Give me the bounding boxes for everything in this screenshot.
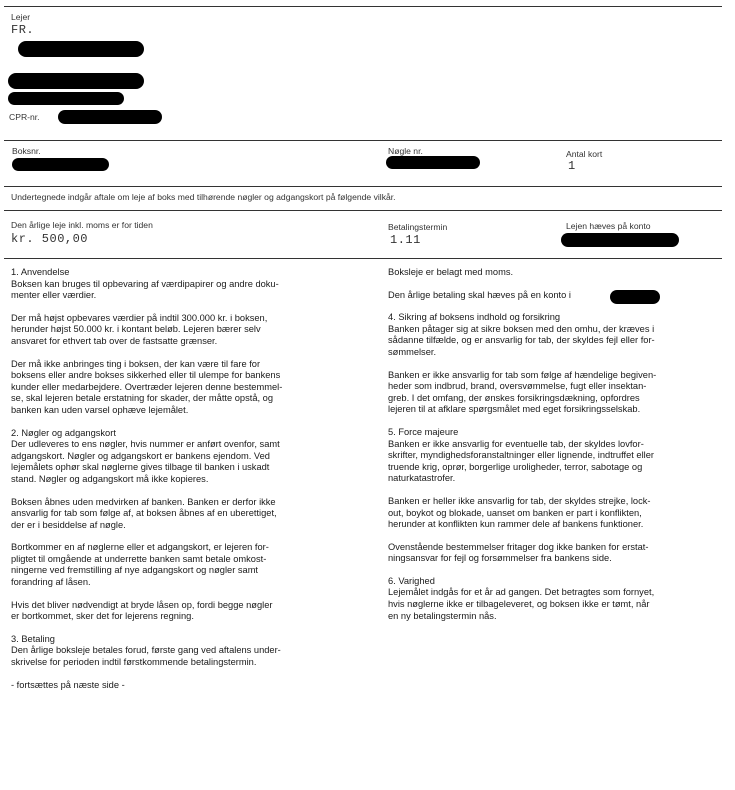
r-line: Den årlige betaling skal hæves på en konto i — [388, 289, 571, 300]
continued-note: - fortsættes på næste side - — [11, 679, 125, 690]
redaction-cpr — [58, 110, 162, 124]
intro-bottom-rule — [4, 210, 722, 211]
key-number-label: Nøgle nr. — [388, 146, 423, 156]
terms-right-column — [388, 267, 735, 622]
s2-line: er bortkommet, sker det for lejerens regning. — [11, 611, 194, 622]
s5-line: naturkatastrofer. — [388, 473, 456, 484]
tenant-label: Lejer — [11, 12, 31, 22]
s4-line: sømmelser. — [388, 346, 437, 357]
redaction-address-2 — [8, 92, 124, 105]
s4-line: Banken er ikke ansvarlig for tab som følge af hændelige begiven- — [388, 369, 657, 380]
s5-line: skrifter, myndighedsforanstaltninger eller lignende, indtruffet eller — [388, 450, 654, 461]
s2-line: lejemålets ophør skal nøglerne gives tilbage til banken i uskadt — [11, 462, 270, 473]
s5-line: Ovenstående bestemmelser fritager dog ikke banken for erstat- — [388, 541, 649, 552]
rent-label: Den årlige leje inkl. moms er for tiden — [11, 220, 153, 230]
s1-line: banken kan uden varsel ophæve lejemålet. — [11, 404, 189, 415]
redaction-bank-account — [610, 290, 660, 304]
s4-line: lejeren til at afklare spørgsmålet med eget forsikringsselskab. — [388, 404, 641, 415]
s5-line: ningsansvar for fejl og forsømmelser fra bankens side. — [388, 553, 612, 564]
s1-line: se, skal lejeren betale erstatning for skader, der måtte opstå, og — [11, 393, 274, 404]
s4-line: heder som indbrud, brand, oversvømmelse, fugt eller insektan- — [388, 381, 647, 392]
top-rule — [4, 6, 722, 7]
s2-line: Boksen åbnes uden medvirken af banken. Banken er derfor ikke — [11, 496, 276, 507]
s3-line: Den årlige boksleje betales forud, første gang ved aftalens under- — [11, 645, 281, 656]
s4-line: Banken påtager sig at sikre boksen med den omhu, der kræves i — [388, 323, 655, 334]
s5-line: Banken er heller ikke ansvarlig for tab, der skyldes strejke, lock- — [388, 495, 651, 506]
s2-line: ningerne ved fremstilling af nye adgangskort og nøgler samt — [11, 565, 259, 576]
account-label: Lejen hæves på konto — [566, 221, 651, 231]
section-3-title: 3. Betaling — [11, 633, 55, 644]
s2-line: Hvis det bliver nødvendigt at bryde låsen op, fordi begge nøgler — [11, 599, 273, 610]
s1-line: Der må højst opbevares værdier på indtil 300.000 kr. i boksen, — [11, 312, 268, 323]
tenant-name-prefix: FR. — [11, 23, 35, 37]
s6-line: Lejemålet indgås for et år ad gangen. Det betragtes som fornyet, — [388, 587, 655, 598]
s2-line: der er i besiddelse af nøgle. — [11, 519, 126, 530]
s6-line: en ny betalingstermin nås. — [388, 610, 497, 621]
cards-count-value: 1 — [568, 159, 576, 173]
s2-line: pligtet til omgående at underrette banken samt betale omkost- — [11, 553, 267, 564]
intro-text: Undertegnede indgår aftale om leje af boks med tilhørende nøgler og adgangskort på følgende vilkår. — [11, 192, 396, 202]
s4-line: sådanne tilfælde, og er ansvarlig for tab, der skyldes fejl eller for- — [388, 335, 655, 346]
section-4-title: 4. Sikring af boksens indhold og forsikring — [388, 312, 561, 323]
s5-line: Banken er ikke ansvarlig for eventuelle tab, der skyldes lovfor- — [388, 438, 644, 449]
redaction-tenant-name — [18, 41, 144, 57]
s1-line: herunder højst 50.000 kr. i kontant beløb. Lejeren bærer selv — [11, 324, 261, 335]
section-5-title: 5. Force majeure — [388, 426, 459, 437]
s1-line: kunder eller medarbejdere. Overtræder lejeren denne bestemmel- — [11, 381, 283, 392]
redaction-address-1 — [8, 73, 144, 89]
s2-line: adgangskort. Nøgler og adgangskort er bankens ejendom. Ved — [11, 450, 270, 461]
s2-line: forandring af låsen. — [11, 577, 91, 588]
box-number-label: Boksnr. — [12, 146, 41, 156]
s1-line: ansvaret for ethvert tab over de fastsatte grænser. — [11, 335, 218, 346]
redaction-account — [561, 233, 679, 247]
rent-value: kr. 500,00 — [11, 232, 89, 246]
fields-top-rule — [4, 140, 722, 141]
terms-top-rule — [4, 258, 722, 259]
s6-line: hvis nøglerne ikke er tilbageleveret, og boksen ikke er tømt, når — [388, 599, 650, 610]
s3-line: skrivelse for perioden indtil førstkommende betalingstermin. — [11, 657, 257, 668]
s5-line: truende krig, oprør, borgerlige uroligheder, terror, sabotage og — [388, 461, 643, 472]
redaction-box-number — [12, 158, 109, 171]
s5-line: herunder at konflikten kun rammer dele af bankens funktioner. — [388, 519, 644, 530]
section-2-title: 2. Nøgler og adgangskort — [11, 427, 116, 438]
s2-line: stand. Nøgler og adgangskort må ikke kopieres. — [11, 473, 209, 484]
s1-line: menter eller værdier. — [11, 290, 97, 301]
s1-line: boksens eller andre bokses sikkerhed eller til ulempe for bankens — [11, 370, 281, 381]
payment-term-label: Betalingstermin — [388, 222, 448, 232]
r-line: Boksleje er belagt med moms. — [388, 267, 514, 277]
s2-line: ansvarlig for tab som følge af, at boksen åbnes af en uberettiget, — [11, 508, 277, 519]
s2-line: Bortkommer en af nøglerne eller et adgangskort, er lejeren for- — [11, 542, 269, 553]
payment-term-value: 1.11 — [390, 233, 421, 247]
terms-left-column — [11, 267, 361, 691]
s1-line: Boksen kan bruges til opbevaring af værdipapirer og andre doku- — [11, 278, 279, 289]
cpr-label: CPR-nr. — [9, 112, 40, 122]
s1-line: Der må ikke anbringes ting i boksen, der kan være til fare for — [11, 358, 261, 369]
section-1-title: 1. Anvendelse — [11, 267, 70, 277]
redaction-key-number — [386, 156, 480, 169]
s2-line: Der udleveres to ens nøgler, hvis nummer er anført ovenfor, samt — [11, 439, 280, 450]
s4-line: greb. I det omfang, der ønskes forsikringsdækning, opfordres — [388, 392, 640, 403]
s5-line: out, boykot og blokade, uanset om banken er part i konflikten, — [388, 507, 642, 518]
cards-count-label: Antal kort — [566, 149, 603, 159]
intro-top-rule — [4, 186, 722, 187]
section-6-title: 6. Varighed — [388, 575, 435, 586]
